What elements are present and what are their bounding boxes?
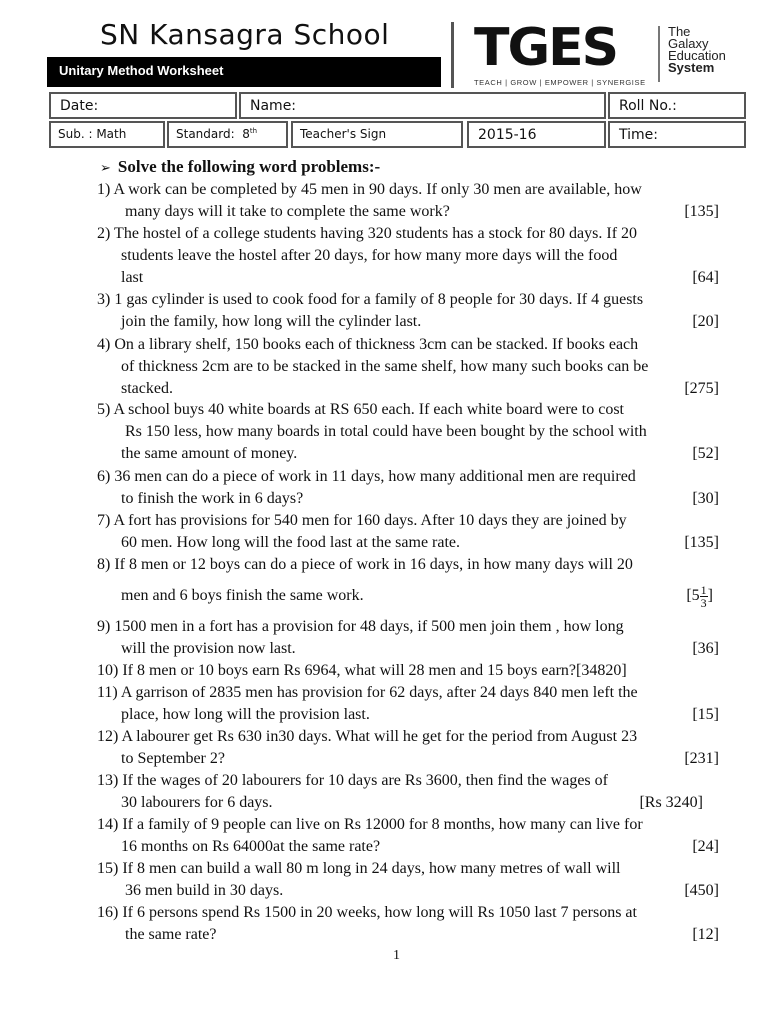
logo-tagline: TEACH | GROW | EMPOWER | SYNERGISE (474, 78, 646, 87)
question-line (97, 532, 719, 554)
question-line (97, 792, 719, 814)
question-line (97, 311, 719, 333)
standard-label: Standard: (176, 127, 235, 141)
date-field[interactable] (49, 92, 237, 119)
teacher-sign-label: Teacher's Sign (300, 127, 387, 141)
question-7 (97, 510, 719, 554)
answer: [15] (692, 706, 719, 723)
name-label: Name: (250, 98, 297, 114)
question-line: of thickness 2cm are to be stacked in the same shelf, how many such books can be (121, 358, 649, 375)
question-line (97, 748, 719, 770)
answer: [24] (692, 838, 719, 855)
arrow-bullet-icon: ➢ (100, 161, 111, 176)
year-value: 2015-16 (478, 127, 537, 143)
question-line-text: many days will it take to complete the same work? (125, 203, 450, 220)
question-line: 14) If a family of 9 people can live on Rs 12000 for 8 months, how many can live for (97, 816, 643, 833)
question-line (97, 201, 719, 223)
question-line: 3) 1 gas cylinder is used to cook food for a family of 8 people for 30 days. If 4 guests (97, 291, 644, 308)
logo-line-system: System (668, 60, 715, 75)
question-line: 4) On a library shelf, 150 books each of thickness 3cm can be stacked. If books each (97, 336, 639, 353)
teacher-sign-field[interactable] (291, 121, 463, 148)
answer-whole: [5 (686, 587, 700, 604)
question-10 (97, 660, 719, 682)
fraction-denominator: 3 (700, 595, 707, 610)
question-line-text: to September 2? (121, 750, 225, 767)
logo-divider (658, 26, 660, 82)
question-2 (97, 223, 719, 289)
subject-field (49, 121, 165, 148)
question-line-text: 30 labourers for 6 days. (121, 794, 273, 811)
question-line: 9) 1500 men in a fort has a provision for 48 days, if 500 men join them , how long (97, 618, 624, 635)
question-line-text: place, how long will the provision last. (121, 706, 370, 723)
answer: [Rs 3240] (639, 794, 703, 811)
question-13 (97, 770, 719, 814)
logo-line-education: Education (668, 48, 726, 63)
question-3 (97, 289, 719, 333)
logo-line-the: The (668, 24, 691, 39)
logo-org-name (668, 26, 726, 74)
date-label: Date: (60, 98, 99, 114)
logo-line-galaxy: Galaxy (668, 36, 709, 51)
question-line-text: stacked. (121, 380, 173, 397)
question-line: 5) A school buys 40 white boards at RS 650 each. If each white board were to cost (97, 401, 624, 418)
question-4 (97, 334, 719, 400)
standard-field (167, 121, 288, 148)
question-line: 2) The hostel of a college students having 320 students has a stock for 80 days. If 20 (97, 225, 638, 242)
instruction-heading (100, 157, 380, 177)
logo-mark: TGES (474, 18, 618, 78)
answer (686, 581, 713, 611)
answer: [231] (684, 750, 719, 767)
question-line (97, 880, 719, 902)
question-line: 16) If 6 persons spend Rs 1500 in 20 weeks, how long will Rs 1050 last 7 persons at (97, 904, 637, 921)
question-line-text: last (121, 269, 144, 286)
question-line: Rs 150 less, how many boards in total could have been bought by the school with (125, 423, 647, 440)
question-9 (97, 616, 719, 660)
worksheet-title: Unitary Method Worksheet (47, 57, 441, 87)
question-line-text: join the family, how long will the cylinder last. (121, 313, 422, 330)
question-line (97, 488, 719, 510)
question-line (97, 704, 719, 726)
roll-no-label: Roll No.: (619, 98, 677, 114)
answer: [12] (692, 926, 719, 943)
question-line: 1) A work can be completed by 45 men in 90 days. If only 30 men are available, how (97, 181, 642, 198)
question-line-text: 60 men. How long will the food last at the same rate. (121, 534, 461, 551)
answer: [36] (692, 640, 719, 657)
question-11 (97, 682, 719, 726)
answer: [20] (692, 313, 719, 330)
question-line (97, 378, 719, 400)
question-line: 6) 36 men can do a piece of work in 11 days, how many additional men are required (97, 468, 636, 485)
header-divider (451, 22, 454, 88)
time-field[interactable] (608, 121, 746, 148)
answer: [64] (692, 269, 719, 286)
answer: [30] (692, 490, 719, 507)
question-14 (97, 814, 719, 858)
question-line: 15) If 8 men can build a wall 80 m long in 24 days, how many metres of wall will (97, 860, 621, 877)
fraction-numerator: 1 (700, 582, 707, 597)
question-line: 8) If 8 men or 12 boys can do a piece of work in 16 days, in how many days will 20 (97, 556, 633, 573)
question-line-text: the same amount of money. (121, 445, 298, 462)
question-8 (97, 554, 719, 611)
question-line (97, 581, 719, 611)
question-line-text: the same rate? (125, 926, 217, 943)
standard-value: 8 (242, 127, 250, 141)
instruction-text: Solve the following word problems:- (117, 157, 381, 176)
question-line-text: 36 men build in 30 days. (125, 882, 284, 899)
question-line: students leave the hostel after 20 days, for how many more days will the food (121, 247, 618, 264)
question-12 (97, 726, 719, 770)
question-line-text: to finish the work in 6 days? (121, 490, 304, 507)
question-15 (97, 858, 719, 902)
name-field[interactable] (239, 92, 606, 119)
question-line (97, 267, 719, 289)
subject-label: Sub. : Math (58, 127, 127, 141)
question-6 (97, 466, 719, 510)
question-line (97, 638, 719, 660)
question-1 (97, 179, 719, 223)
answer: [450] (684, 882, 719, 899)
question-16 (97, 902, 719, 946)
question-line-text: 16 months on Rs 64000at the same rate? (121, 838, 381, 855)
question-line: 11) A garrison of 2835 men has provision for 62 days, after 24 days 840 men left the (97, 684, 638, 701)
answer: [135] (684, 534, 719, 551)
school-name: SN Kansagra School (100, 18, 390, 51)
roll-no-field[interactable] (608, 92, 746, 119)
answer: [52] (692, 445, 719, 462)
answer: [135] (684, 203, 719, 220)
time-label: Time: (619, 127, 658, 143)
year-field (467, 121, 606, 148)
question-line (97, 924, 719, 946)
question-line (97, 836, 719, 858)
question-line: 13) If the wages of 20 labourers for 10 days are Rs 3600, then find the wages of (97, 772, 608, 789)
question-line: 10) If 8 men or 10 boys earn Rs 6964, what will 28 men and 15 boys earn?[34820] (97, 662, 627, 679)
page-number: 1 (393, 948, 400, 963)
question-line: 7) A fort has provisions for 540 men for 160 days. After 10 days they are joined by (97, 512, 627, 529)
answer-fraction (700, 584, 708, 609)
standard-suffix: th (249, 127, 258, 135)
question-line (97, 443, 719, 465)
question-line-text: will the provision now last. (121, 640, 296, 657)
tges-logo (474, 18, 649, 94)
question-line-text: men and 6 boys finish the same work. (121, 587, 364, 604)
answer-close: ] (707, 587, 713, 604)
question-5 (97, 399, 719, 465)
answer: [275] (684, 380, 719, 397)
question-line: 12) A labourer get Rs 630 in30 days. What will he get for the period from August 23 (97, 728, 638, 745)
